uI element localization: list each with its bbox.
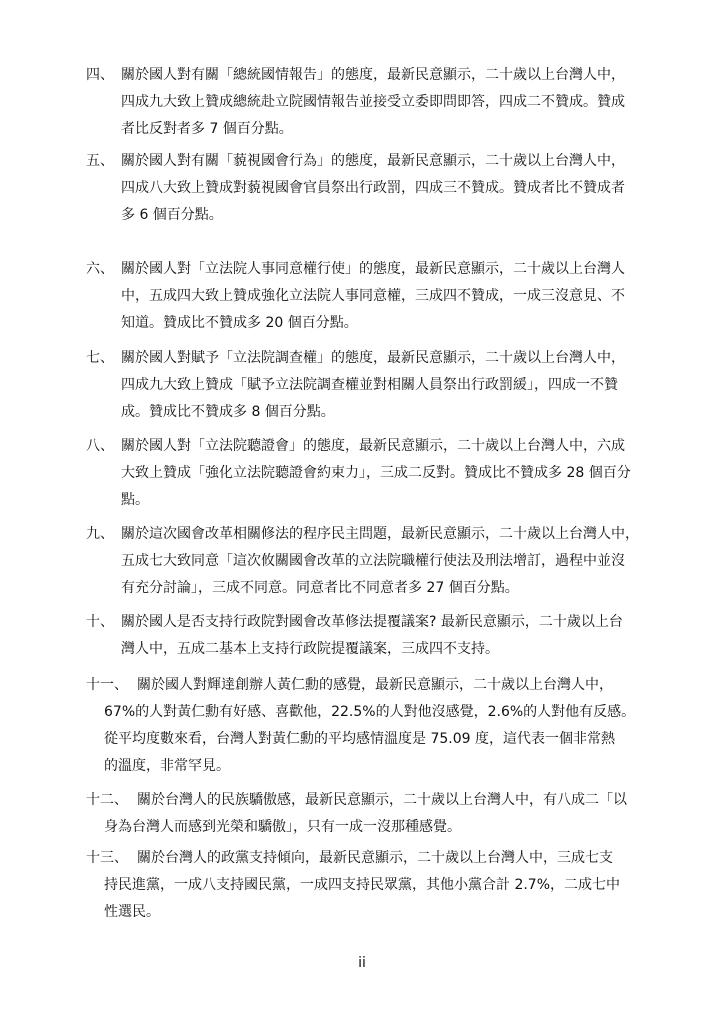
finding-text-line: 的溫度，非常罕見。 (104, 758, 230, 774)
finding-text-line: 67%的人對黃仁勳有好感、喜歡他，22.5%的人對他沒感覺，2.6%的人對他有反感。 (104, 704, 636, 720)
finding-item (86, 845, 646, 926)
finding-item (86, 672, 646, 780)
finding-item (86, 433, 646, 514)
finding-text-line: 四成九大致上贊成總統赴立院國情報告並接受立委即問即答，四成二不贊成。贊成 (121, 94, 625, 110)
finding-number: 十二、 (86, 792, 128, 808)
finding-text-line: 關於國人對輝達創辦人黃仁勳的感覺，最新民意顯示，二十歲以上台灣人中， (137, 677, 613, 693)
finding-text-line: 關於國人對有關「總統國情報告」的態度，最新民意顯示，二十歲以上台灣人中， (121, 67, 625, 83)
finding-item (86, 148, 646, 229)
finding-text-line: 關於台灣人的民族驕傲感，最新民意顯示，二十歲以上台灣人中，有八成二「以 (137, 792, 627, 808)
finding-text-line: 多 6 個百分點。 (121, 207, 223, 223)
finding-text (121, 609, 646, 663)
finding-text-line: 關於國人對「立法院聽證會」的態度，最新民意顯示，二十歲以上台灣人中，六成 (121, 438, 625, 454)
finding-item (86, 609, 646, 663)
finding-number: 五、 (86, 153, 114, 169)
finding-text (121, 345, 646, 426)
finding-text-line: 五成七大致同意「這次攸關國會改革的立法院職權行使法及刑法增訂，過程中並沒 (121, 553, 625, 569)
finding-text-line: 關於台灣人的政黨支持傾向，最新民意顯示，二十歲以上台灣人中，三成七支 (137, 850, 613, 866)
finding-text-line: 者比反對者多 7 個百分點。 (121, 121, 293, 137)
finding-text-line: 四成九大致上贊成「賦予立法院調查權並對相關人員祭出行政罰緩」，四成一不贊 (121, 377, 618, 393)
finding-text-line: 四成八大致上贊成對藐視國會官員祭出行政罰，四成三不贊成。贊成者比不贊成者 (121, 180, 625, 196)
finding-text (121, 148, 646, 229)
finding-text (121, 62, 646, 143)
finding-text-line: 關於這次國會改革相關修法的程序民主問題，最新民意顯示，二十歲以上台灣人中， (121, 526, 639, 542)
finding-number: 十一、 (86, 677, 128, 693)
finding-text-line: 從平均度數來看，台灣人對黃仁勳的平均感情溫度是 75.09 度，這代表一個非常熱 (104, 731, 615, 747)
finding-text-line: 身為台灣人而感到光榮和驕傲」，只有一成一沒那種感覺。 (104, 819, 461, 835)
finding-text-line: 知道。贊成比不贊成多 20 個百分點。 (121, 315, 358, 331)
finding-text-line: 點。 (121, 492, 149, 508)
finding-text-line: 關於國人對賦予「立法院調查權」的態度，最新民意顯示，二十歲以上台灣人中， (121, 350, 625, 366)
finding-number: 十三、 (86, 850, 128, 866)
finding-text (121, 521, 646, 602)
finding-item (86, 62, 646, 143)
finding-text-line: 性選民。 (104, 904, 160, 920)
finding-text-line: 關於國人是否支持行政院對國會改革修法提覆議案? 最新民意顯示，二十歲以上台 (121, 614, 623, 630)
finding-text-line: 有充分討論」，三成不同意。同意者比不同意者多 27 個百分點。 (121, 580, 519, 596)
finding-number: 十、 (86, 614, 114, 630)
finding-number: 七、 (86, 350, 114, 366)
finding-text-line: 大致上贊成「強化立法院聽證會約束力」，三成二反對。贊成比不贊成多 28 個百分 (121, 465, 631, 481)
finding-item (86, 345, 646, 426)
finding-item (86, 256, 646, 337)
finding-number: 四、 (86, 67, 114, 83)
finding-number: 八、 (86, 438, 114, 454)
finding-text-line: 持民進黨，一成八支持國民黨，一成四支持民眾黨，其他小黨合計 2.7%，二成七中 (104, 877, 621, 893)
finding-text (121, 256, 646, 337)
finding-item (86, 521, 646, 602)
finding-text-line: 關於國人對「立法院人事同意權行使」的態度，最新民意顯示，二十歲以上台灣人 (121, 261, 625, 277)
finding-number: 六、 (86, 261, 114, 277)
page-number: ii (358, 955, 366, 971)
finding-text-line: 灣人中，五成二基本上支持行政院提覆議案，三成四不支持。 (121, 641, 499, 657)
finding-text-line: 中，五成四大致上贊成強化立法院人事同意權，三成四不贊成，一成三沒意見、不 (121, 288, 625, 304)
finding-number: 九、 (86, 526, 114, 542)
finding-item (86, 787, 646, 841)
finding-text-line: 關於國人對有關「藐視國會行為」的態度，最新民意顯示，二十歲以上台灣人中， (121, 153, 625, 169)
finding-text (121, 433, 646, 514)
finding-text-line: 成。贊成比不贊成多 8 個百分點。 (121, 404, 335, 420)
